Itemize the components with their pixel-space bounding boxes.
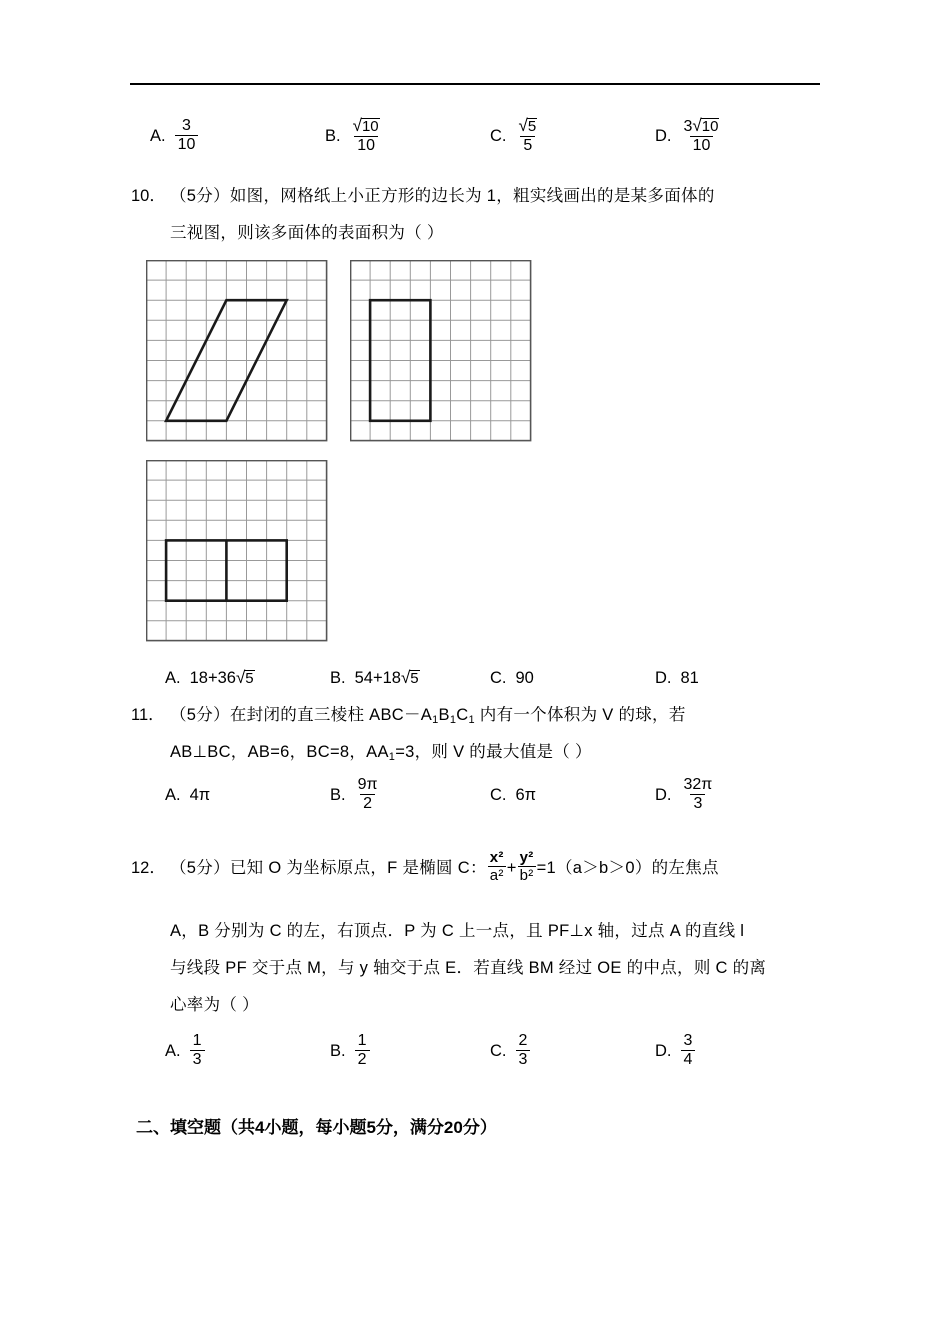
q9-option-a[interactable]: [150, 113, 198, 159]
sqrt-icon: √ 5: [400, 668, 419, 688]
q12-option-d-numerator: 3: [683, 1031, 693, 1049]
front-view-grid: [146, 260, 328, 442]
q9-option-c-denominator: 5: [520, 136, 535, 154]
q11-line1-pre: （5分）在封闭的直三棱柱 ABC－A: [170, 706, 433, 724]
header-divider: [130, 83, 820, 85]
q9-option-d-coefficient: 3: [683, 117, 693, 135]
sqrt-icon: √ 5: [518, 115, 537, 135]
q10-options-row: [130, 655, 820, 701]
q12-option-c-numerator: 2: [518, 1031, 528, 1049]
q10-number: 10．: [131, 187, 166, 205]
q9-option-a-denominator: 10: [175, 135, 199, 153]
q11-text-line2: [170, 734, 592, 773]
q11-line1-sub1: 1: [432, 714, 439, 726]
q12-option-a-fraction: [190, 1033, 205, 1068]
q9-option-c[interactable]: [490, 113, 540, 159]
q12-option-b-numerator: 1: [357, 1031, 367, 1049]
ellipse-x-numerator: x²: [489, 849, 504, 866]
q12-option-c-fraction: [516, 1033, 531, 1068]
q9-option-c-label: C.: [490, 126, 507, 145]
q9-option-c-numerator: [516, 117, 541, 136]
q11-line1-mid1: B: [438, 706, 450, 724]
q11-line1-mid2: C: [456, 706, 469, 724]
q9-options-row: [130, 113, 820, 159]
q12-line1-pre: （5分）已知 O 为坐标原点，F 是椭圆 C：: [170, 859, 487, 877]
q11-option-d-label: D.: [655, 785, 672, 804]
q10-option-b[interactable]: [330, 655, 420, 701]
q12-option-a-denominator: 3: [190, 1050, 205, 1068]
q9-option-b[interactable]: [325, 113, 383, 159]
q9-option-d[interactable]: [655, 113, 722, 159]
section-two-heading: 二、填空题（共4小题，每小题5分，满分20分）: [136, 1118, 497, 1137]
q10-figure-front-view: [146, 260, 328, 442]
q11-option-d-denominator: 3: [690, 794, 705, 812]
ellipse-y-numerator: y²: [519, 849, 534, 866]
q12-text-line4: 心率为（ ）: [170, 996, 259, 1014]
q9-option-a-fraction: [175, 118, 199, 153]
q10-option-a-prefix: 18+36: [189, 668, 236, 687]
ellipse-term-y: [518, 850, 536, 883]
q10-option-b-radicand: 5: [410, 670, 419, 688]
q10-option-c-value: 90: [515, 668, 534, 687]
side-view-grid: [350, 260, 532, 442]
q9-option-b-denominator: 10: [354, 136, 378, 154]
q10-option-d[interactable]: [655, 655, 699, 701]
q12-text-line3: 与线段 PF 交于点 M，与 y 轴交于点 E．若直线 BM 经过 OE 的中点，则 C 的离: [170, 959, 767, 977]
q12-option-c-denominator: 3: [516, 1050, 531, 1068]
q10-text-line2: 三视图，则该多面体的表面积为（ ）: [170, 224, 444, 242]
q11-line2-pre: AB⊥BC，AB=6，BC=8，AA: [170, 743, 389, 761]
q11-text-line1: [170, 697, 686, 736]
ellipse-x-denominator: a²: [489, 867, 504, 884]
q12-line1-post: （a＞b＞0）的左焦点: [555, 859, 719, 877]
q9-option-c-radicand: 5: [527, 117, 537, 135]
q12-option-d-fraction: [681, 1033, 696, 1068]
q10-option-b-label: B.: [330, 668, 346, 687]
q12-option-c-label: C.: [490, 1041, 507, 1060]
q11-line2-post: =3，则 V 的最大值是（ ）: [395, 743, 592, 761]
q10-option-a-radicand: 5: [245, 670, 254, 688]
q12-text-line1: [170, 850, 719, 887]
q12-options-row: [130, 1028, 820, 1074]
q11-option-a-value: 4π: [189, 785, 211, 804]
q12-option-d[interactable]: [655, 1028, 695, 1074]
q11-option-d-numerator: 32π: [683, 775, 713, 793]
q12-option-b-label: B.: [330, 1041, 346, 1060]
q11-line1-post: 内有一个体积为 V 的球，若: [474, 706, 686, 724]
q10-option-a[interactable]: [165, 655, 255, 701]
q11-option-b[interactable]: [330, 772, 381, 818]
ellipse-plus-sign: +: [506, 859, 517, 877]
ellipse-term-x: [488, 850, 506, 883]
q11-option-d[interactable]: [655, 772, 715, 818]
q10-figure-side-view: [350, 260, 532, 442]
q12-number: 12．: [131, 859, 166, 877]
q11-line1-sub3: 1: [468, 714, 475, 726]
q11-number: 11．: [131, 706, 165, 724]
q10-figure-top-view: [146, 460, 328, 642]
q9-option-b-fraction: [350, 117, 383, 154]
ellipse-y-denominator: b²: [519, 867, 534, 884]
q11-option-a-label: A.: [165, 785, 181, 804]
q9-option-d-radicand: 10: [701, 117, 719, 135]
q11-option-d-fraction: [681, 777, 716, 812]
q9-option-b-label: B.: [325, 126, 341, 145]
q9-option-d-fraction: [681, 117, 723, 154]
q11-option-c-value: 6π: [515, 785, 537, 804]
q11-option-c-label: C.: [490, 785, 507, 804]
q11-option-b-label: B.: [330, 785, 346, 804]
q11-option-b-denominator: 2: [360, 794, 375, 812]
q12-option-a-label: A.: [165, 1041, 181, 1060]
q12-option-d-denominator: 4: [681, 1050, 696, 1068]
q10-option-b-prefix: 54+18: [354, 668, 401, 687]
q12-option-b-fraction: [355, 1033, 370, 1068]
q10-option-d-value: 81: [680, 668, 699, 687]
q9-option-c-fraction: [516, 117, 541, 154]
q12-option-b-denominator: 2: [355, 1050, 370, 1068]
q11-options-row: [130, 772, 820, 818]
q12-option-c[interactable]: [490, 1028, 530, 1074]
q10-option-c-label: C.: [490, 668, 507, 687]
q10-option-c[interactable]: [490, 655, 534, 701]
q9-option-a-label: A.: [150, 126, 166, 145]
q11-option-b-fraction: [355, 777, 381, 812]
sqrt-icon: √ 10: [352, 115, 379, 135]
q12-option-a-numerator: 1: [192, 1031, 202, 1049]
q9-option-d-numerator: [681, 117, 723, 136]
q10-text-line1: （5分）如图，网格纸上小正方形的边长为 1，粗实线画出的是某多面体的: [170, 187, 715, 205]
q11-option-a[interactable]: [165, 772, 210, 818]
sqrt-icon: √ 10: [692, 115, 719, 135]
q11-line2-sub: 1: [388, 751, 396, 763]
q11-option-c[interactable]: [490, 772, 536, 818]
top-view-grid: [146, 460, 328, 642]
q9-option-b-radicand: 10: [361, 117, 379, 135]
q12-text-line2: A，B 分别为 C 的左，右顶点．P 为 C 上一点，且 PF⊥x 轴，过点 A 的直线 l: [170, 922, 745, 940]
sqrt-icon: √ 5: [235, 668, 254, 688]
q10-option-d-label: D.: [655, 668, 672, 687]
q9-option-d-denominator: 10: [690, 136, 714, 154]
q9-option-a-numerator: 3: [182, 116, 191, 134]
ellipse-equals-one: =1: [536, 859, 556, 877]
q11-option-b-numerator: 9π: [357, 775, 378, 793]
q11-line1-sub2: 1: [449, 714, 457, 726]
q9-option-d-label: D.: [655, 126, 672, 145]
q12-option-d-label: D.: [655, 1041, 672, 1060]
q12-option-a[interactable]: [165, 1028, 205, 1074]
q12-option-b[interactable]: [330, 1028, 370, 1074]
q9-option-b-numerator: [350, 117, 383, 136]
q10-option-a-label: A.: [165, 668, 181, 687]
